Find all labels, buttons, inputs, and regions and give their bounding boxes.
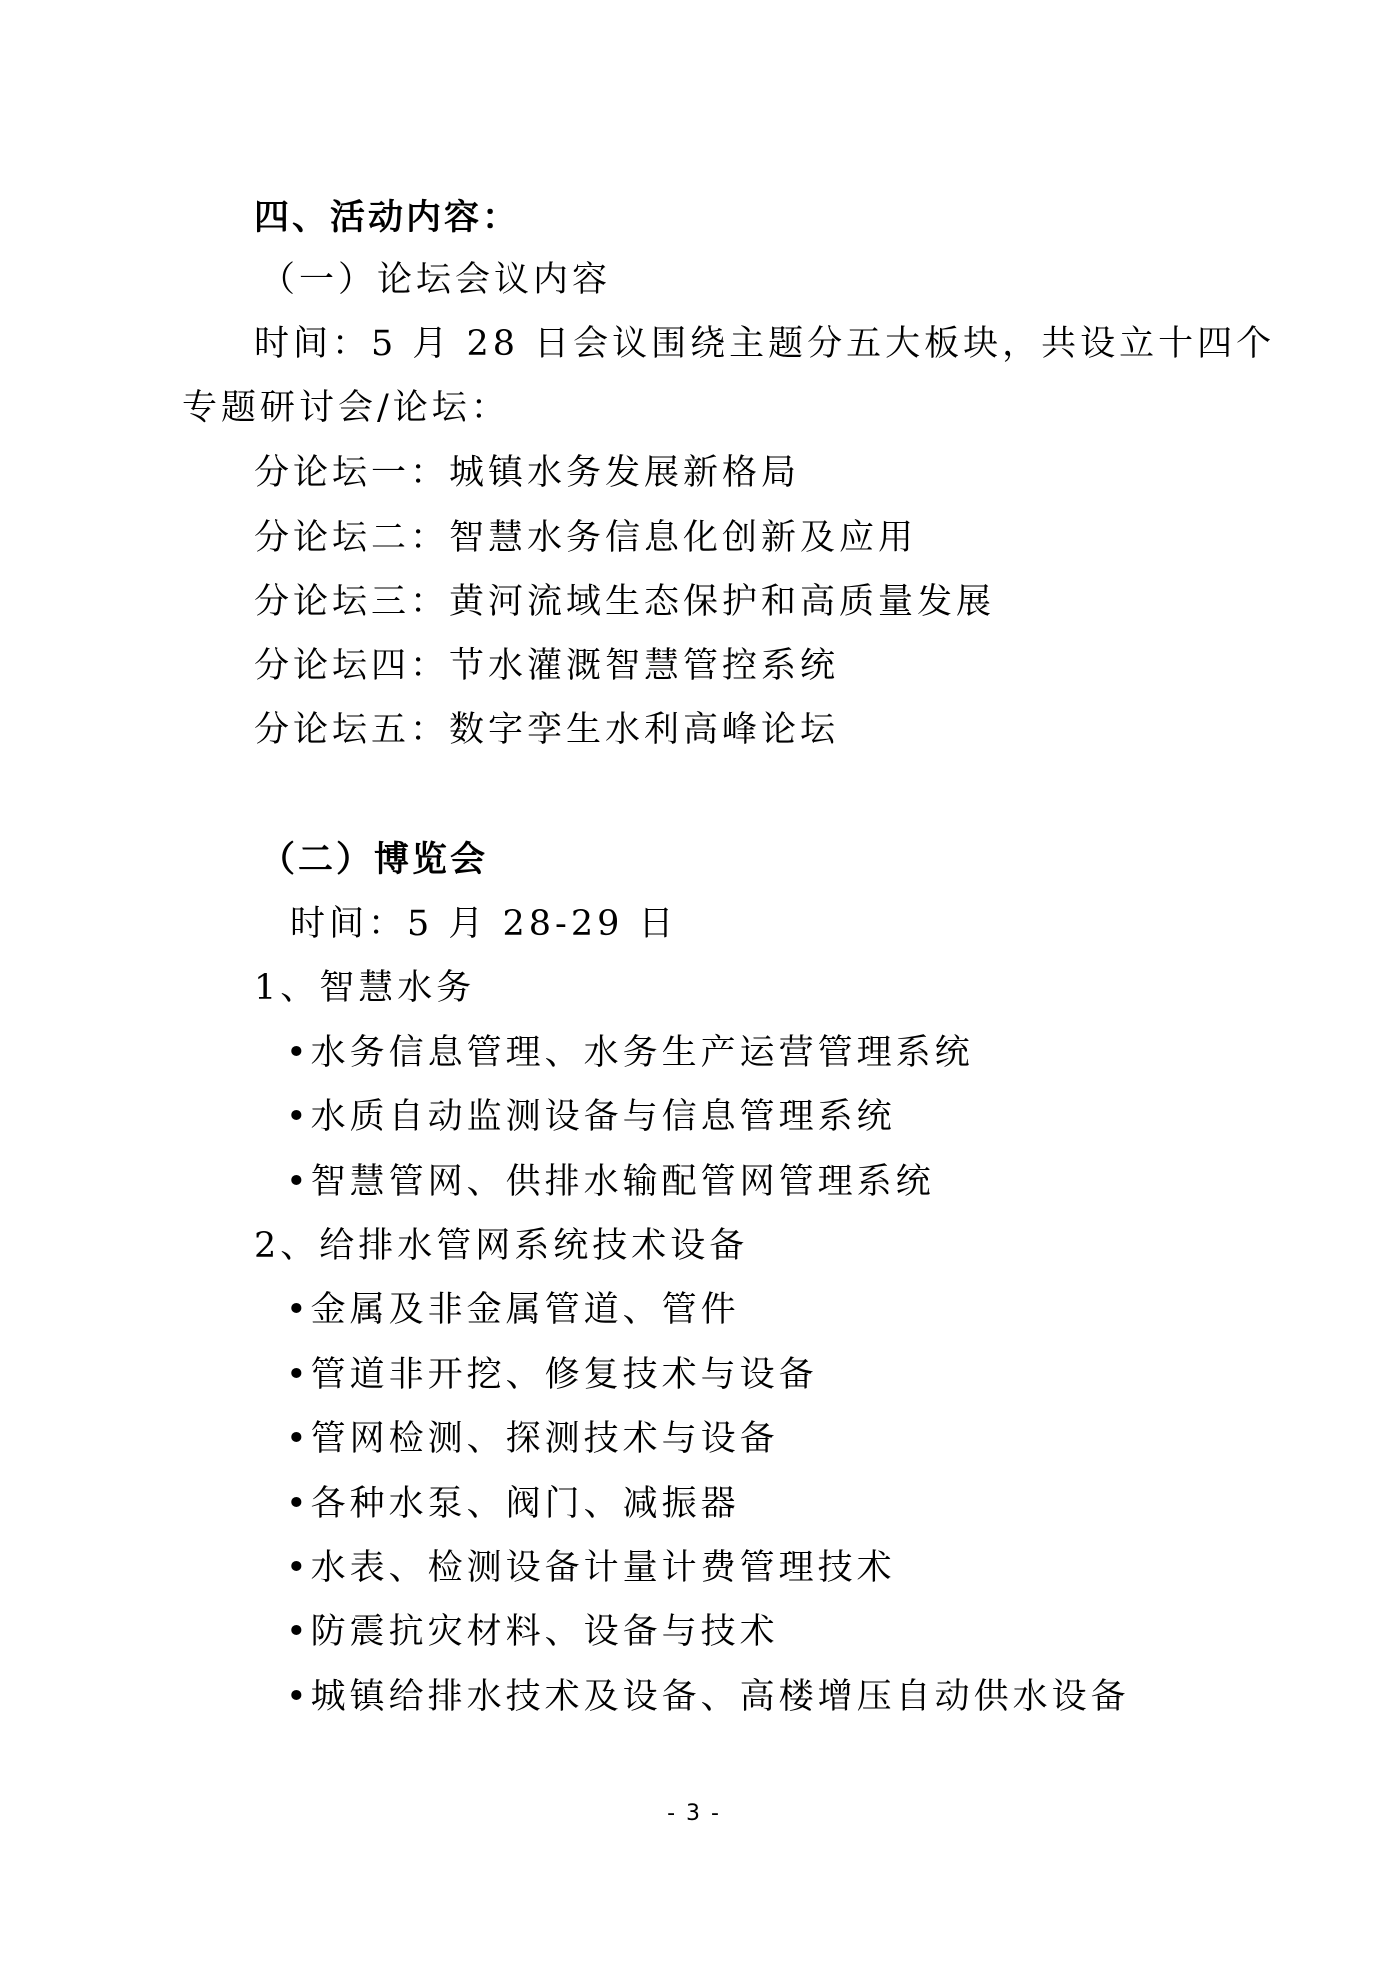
- subforum-item: 分论坛二：智慧水务信息化创新及应用: [254, 518, 918, 558]
- subforum-item: 分论坛五：数字孪生水利高峰论坛: [254, 710, 840, 750]
- expo-category-item: •各种水泵、阀门、减振器: [286, 1484, 740, 1524]
- expo-category-item: •管网检测、探测技术与设备: [286, 1419, 779, 1459]
- expo-category-item: •金属及非金属管道、管件: [286, 1290, 740, 1330]
- expo-category-item: •水务信息管理、水务生产运营管理系统: [286, 1033, 974, 1073]
- subforum-item: 分论坛一：城镇水务发展新格局: [254, 453, 801, 493]
- expo-category-item: •水表、检测设备计量计费管理技术: [286, 1548, 896, 1588]
- expo-category-item: •防震抗灾材料、设备与技术: [286, 1612, 779, 1652]
- subforum-item: 分论坛三：黄河流域生态保护和高质量发展: [254, 582, 996, 622]
- expo-category-item: •水质自动监测设备与信息管理系统: [286, 1097, 896, 1137]
- subforum-item: 分论坛四：节水灌溉智慧管控系统: [254, 646, 840, 686]
- expo-category-item: •管道非开挖、修复技术与设备: [286, 1355, 818, 1395]
- expo-category-item: •智慧管网、供排水输配管网管理系统: [286, 1162, 935, 1202]
- expo-category-title: 2、给排水管网系统技术设备: [254, 1226, 749, 1266]
- forum-intro-line1: 时间：5 月 28 日会议围绕主题分五大板块，共设立十四个: [254, 324, 1276, 364]
- section-title: 四、活动内容：: [254, 198, 521, 238]
- expo-category-title: 1、智慧水务: [254, 968, 476, 1008]
- expo-heading: （二）博览会: [260, 840, 489, 880]
- expo-category-item: •城镇给排水技术及设备、高楼增压自动供水设备: [286, 1677, 1130, 1717]
- expo-time: 时间：5 月 28-29 日: [290, 904, 678, 944]
- page-number: - 3 -: [667, 1801, 721, 1826]
- forum-intro-line2: 专题研讨会/论坛：: [182, 388, 510, 428]
- forum-heading: （一）论坛会议内容: [260, 260, 612, 300]
